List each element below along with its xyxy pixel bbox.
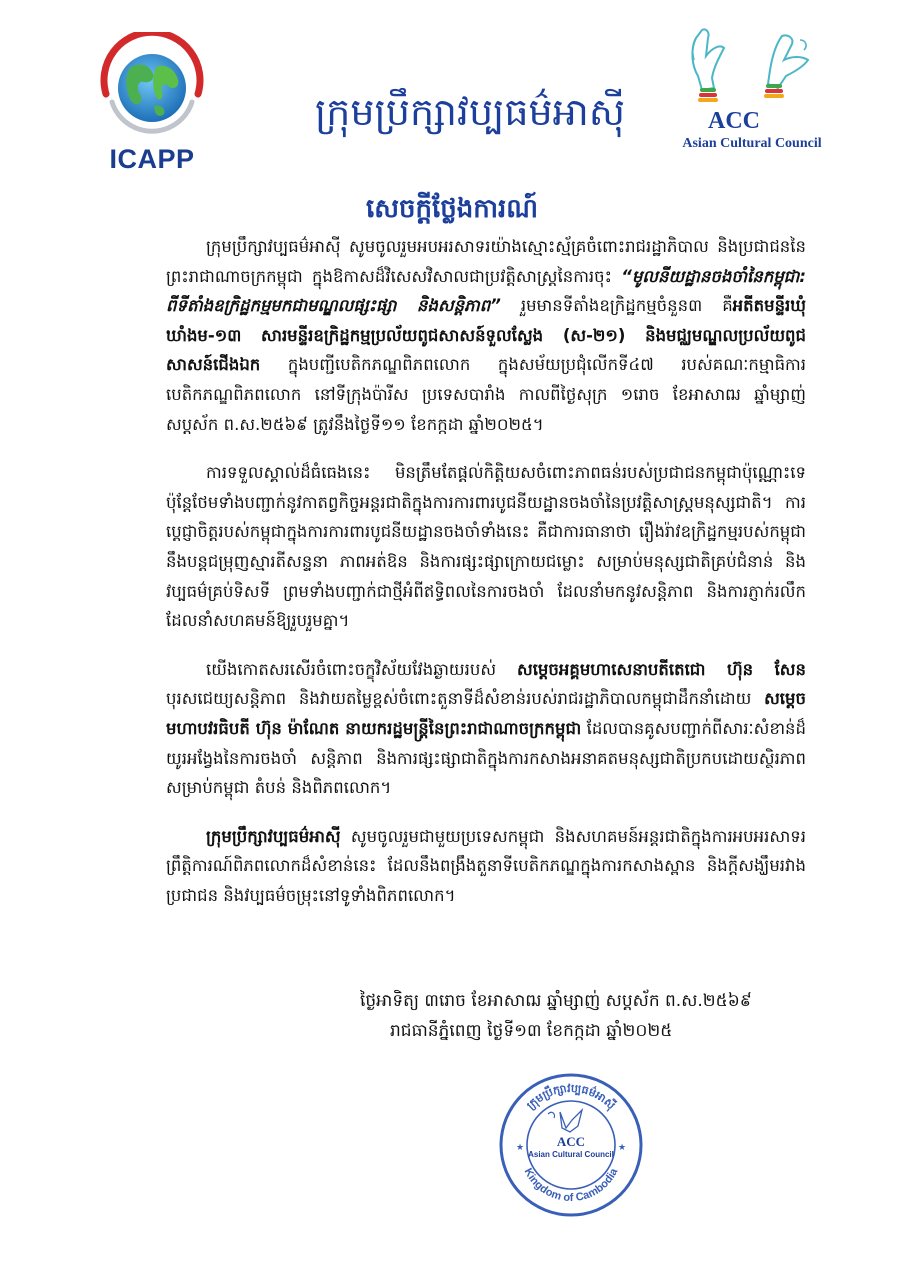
text-run: រួមមានទីតាំងឧក្រិដ្ឋកម្មចំនួន៣ គឺ: [500, 296, 733, 316]
text-run: យើងកោតសរសើរចំពោះចក្ខុវិស័យវែងឆ្ងាយរបស់: [206, 659, 517, 679]
acc-logo: [662, 26, 842, 166]
inscription-title: “មូលនីយដ្ឋានចងចាំនៃកម្ពុជា: ពីទីតាំងឧក្រិដ្ឋកម្មមកជាមណ្ឌលផ្សះផ្សា និងសន្តិភាព”: [166, 266, 806, 316]
seal-name: Asian Cultural Council: [528, 1150, 614, 1159]
date-lunar: ថ្ងៃអាទិត្យ ៣រោច ខែអាសាឍ ឆ្នាំម្សាញ់ សប្តស័ក ព.ស.២៥៦៩: [360, 991, 752, 1011]
icapp-globe-icon: [92, 32, 212, 144]
text-run: បុរសជេយ្យសន្តិភាព និងវាយតម្លៃខ្ពស់ចំពោះតួនាទីដ៏សំខាន់របស់រាជរដ្ឋាភិបាលកម្ពុជាដឹកនាំដោយ: [166, 689, 765, 709]
text-run: សូមចូលរួមអបអរសាទរយ៉ាងស្មោះស្ម័គ្រចំពោះរាជរដ្ឋាភិបាល និងប្រជាជននៃព្រះរាជាណាចក្រកម្ពុជា ក្នុងឱកាសដ៏វិសេសវិសាលជាប្រវត្តិសាស្ត្រនៃការចុះ: [166, 237, 806, 286]
name-hun-manet: សម្តេចមហាបវរធិបតី ហ៊ុន ម៉ាណែត នាយករដ្ឋមន្ត្រីនៃព្រះរាជាណាចក្រកម្ពុជា: [166, 689, 806, 738]
document-title: សេចក្ដីថ្លែងការណ៍: [365, 194, 539, 224]
svg-text:★: ★: [516, 1143, 525, 1153]
sites-list: អតីតមន្ទីរឃុំឃាំងម-១៣ សារមន្ទីរឧក្រិដ្ឋកម្មប្រល័យពូជសាសន៍ទួលស្លែង (ស-២១) និងមជ្ឈមណ្ឌលប្រល័យពូជសាសន៍ជើងឯក: [166, 296, 806, 375]
svg-text:ក្រុមប្រឹក្សាវប្បធម៌អាស៊ី: [524, 1082, 619, 1113]
seal-top-text: ក្រុមប្រឹក្សាវប្បធម៌អាស៊ី: [524, 1081, 618, 1112]
apsara-hands-icon: [662, 26, 842, 116]
text-run: សូមចូលរួមជាមួយប្រទេសកម្ពុជា និងសហគមន៍អន្តរជាតិក្នុងការអបអរសាទរព្រឹត្តិការណ៍ពិភពលោកដ៏សំខាន់នេះ ដែលនឹងពង្រឹងតួនាទីបេតិកភណ្ឌក្នុងការកសាងស្ពាន និងក្ដីសង្ឃឹមរវាងប្រជាជន និងវប្បធម៌ចម្រុះនៅទូទាំងពិភពលោក។: [166, 826, 806, 905]
acc-logo-abbr: ACC: [708, 108, 760, 134]
date-block: [360, 986, 800, 1046]
org-name: ក្រុមប្រឹក្សាវប្បធម៌អាស៊ី: [206, 237, 341, 256]
icapp-logo-text: ICAPP: [109, 144, 195, 174]
paragraph-1: [166, 232, 806, 439]
organization-title: ក្រុមប្រឹក្សាវប្បធម៌អាស៊ី: [314, 90, 626, 134]
seal-abbr: ACC: [556, 1134, 586, 1149]
seal-bottom-text: Kingdom of Cambodia: [521, 1166, 621, 1205]
statement-body: [166, 232, 806, 929]
paragraph-4: [166, 822, 806, 911]
paragraph-2: ការទទួលស្គាល់ដ៏ធំធេងនេះ មិនត្រឹមតែផ្ដល់កិត្តិយសចំពោះភាពធន់របស់ប្រជាជនកម្ពុជាប៉ុណ្ណោះទេ ប៉ុន្តែថែមទាំងបញ្ជាក់នូវកាតព្វកិច្ចអន្តរជាតិក្នុងការការពារបូជនីយដ្ឋានចងចាំនៃប្រវត្តិសាស្ត្រមនុស្សជាតិ។ ការប្ដេជ្ញាចិត្តរបស់កម្ពុជាក្នុងការការពារបូជនីយដ្ឋានចងចាំទាំងនេះ គឺជាការធានាថា រឿងរ៉ាវឧក្រិដ្ឋកម្មរបស់កម្ពុជា នឹងបន្តជម្រុញស្មារតីសន្ទនា ភាពអត់ឱន និងការផ្សះផ្សាក្រោយជម្លោះ សម្រាប់មនុស្សជាតិគ្រប់ជំនាន់ និងវប្បធម៌គ្រប់ទិសទី ព្រមទាំងបញ្ជាក់ជាថ្មីអំពីឥទ្ធិពលនៃការចងចាំ ដែលនាំមកនូវសន្តិភាព និងការភ្ញាក់រលឹក ដែលនាំសហគមន៍ឱ្យរួបរួមគ្នា។: [166, 463, 806, 631]
date-place: រាជធានីភ្នំពេញ ថ្ងៃទី១៣ ខែកក្កដា ឆ្នាំ២០២៥: [390, 1021, 673, 1041]
text-run: ក្នុងបញ្ជីបេតិកភណ្ឌពិភពលោក ក្នុងសម័យប្រជុំលើកទី៤៧ របស់គណៈកម្មាធិការបេតិកភណ្ឌពិភពលោក នៅទីក្រុងប៉ារីស ប្រទេសបារាំង កាលពីថ្ងៃសុក្រ ១រោច ខែអាសាឍ ឆ្នាំម្សាញ់ សប្តស័ក ព.ស.២៥៦៩ ត្រូវនឹងថ្ងៃទី១១ ខែកក្កដា ឆ្នាំ២០២៥។: [166, 355, 806, 434]
acc-logo-name: Asian Cultural Council: [682, 136, 822, 151]
icapp-logo: [92, 32, 212, 182]
svg-text:★: ★: [618, 1143, 627, 1153]
text-run: ដែលបានគូសបញ្ជាក់ពីសារៈសំខាន់ដ៏យូរអង្វែងនៃការចងចាំ សន្តិភាព និងការផ្សះផ្សាជាតិក្នុងការកសាងអនាគតមនុស្សជាតិប្រកបដោយស្ថិរភាពសម្រាប់កម្ពុជា តំបន់ និងពិភពលោក។: [166, 718, 807, 798]
org-name: ក្រុមប្រឹក្សាវប្បធម៌អាស៊ី: [206, 826, 341, 846]
name-hun-sen: សម្តេចអគ្គមហាសេនាបតីតេជោ ហ៊ុន សែន: [516, 659, 806, 679]
paragraph-3: [166, 655, 806, 803]
organization-seal: [496, 1070, 646, 1220]
